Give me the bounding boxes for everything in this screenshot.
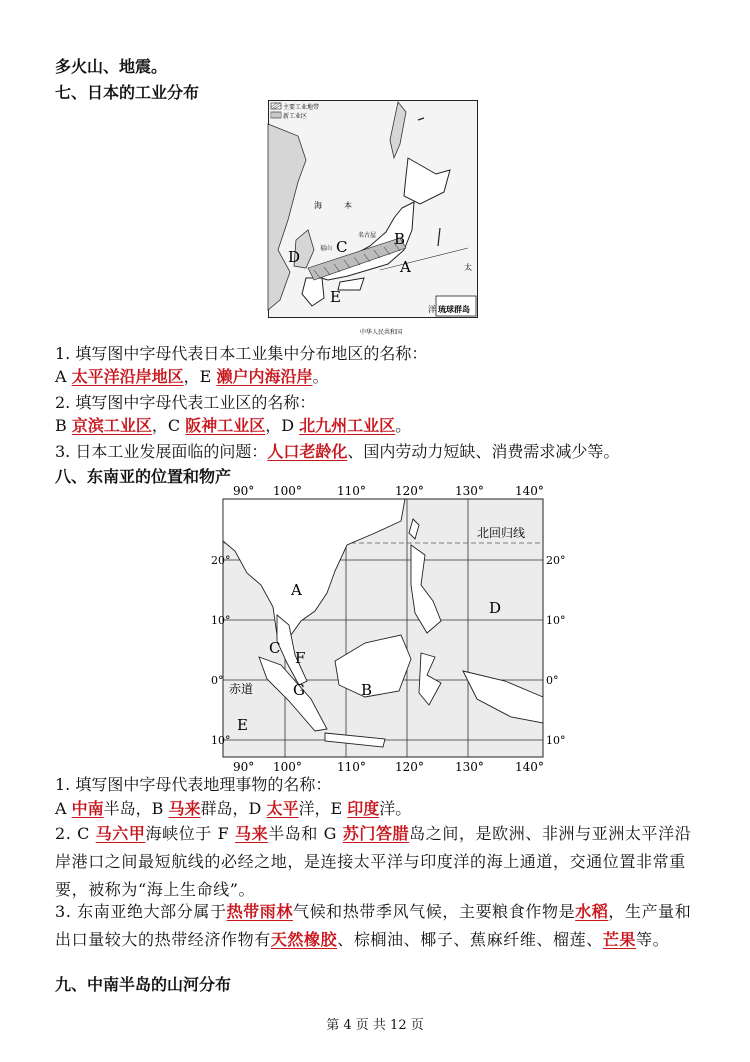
answer-keihin: 京滨工业区 bbox=[71, 416, 152, 435]
sea-label-e: E bbox=[237, 716, 248, 734]
answer-rice: 水稻 bbox=[575, 902, 609, 921]
answer-pacific-coast: 太平洋沿岸地区 bbox=[71, 367, 184, 386]
answer-sumatra: 苏门答腊 bbox=[342, 824, 410, 843]
legend-new-swatch bbox=[271, 112, 281, 118]
ryukyu-label: 琉球群岛 bbox=[438, 304, 470, 314]
lon-label-140: 140° bbox=[515, 484, 544, 498]
s7-q1-answer: A 太平洋沿岸地区，E 濑户内海沿岸。 bbox=[55, 367, 329, 386]
s8-q1-answer: A 中南半岛，B 马来群岛，D 太平洋，E 印度洋。 bbox=[55, 799, 412, 818]
s8-q2: 2. C 马六甲海峡位于 F 马来半岛和 G 苏门答腊岛之间，是欧洲、非洲与亚洲太平洋沿岸港口之间最短航线的必经之地，是连接太平洋与印度洋的海上通道，交通位置非常重要，被称为“海上生命线”。 bbox=[55, 824, 692, 899]
answer-indian: 印度 bbox=[347, 799, 380, 818]
answer-mango: 芒果 bbox=[602, 930, 637, 949]
answer-indochina: 中南 bbox=[71, 799, 104, 818]
japan-label-d: D bbox=[288, 248, 301, 266]
nagoya-label: 名古屋 bbox=[358, 232, 377, 239]
sea-label-g: G bbox=[293, 681, 305, 699]
sea-label: 海 bbox=[314, 201, 322, 210]
section9-title: 九、中南半岛的山河分布 bbox=[55, 975, 232, 994]
s7-q1-text: 1. 填写图中字母代表日本工业集中分布地区的名称： bbox=[55, 344, 428, 363]
sea-label-f: F bbox=[295, 649, 306, 667]
lon-label-100: 100° bbox=[273, 484, 302, 498]
bottom-lon-label-130: 130° bbox=[455, 760, 484, 774]
sea-label-d: D bbox=[489, 599, 502, 617]
s8-q3: 3. 东南亚绝大部分属于热带雨林气候和热带季风气候，主要粮食作物是水稻，生产量和出口量较大的热带经济作物有天然橡胶、棕榈油、椰子、蕉麻纤维、榴莲、芒果等。 bbox=[55, 902, 692, 949]
sea-label-b: B bbox=[361, 681, 373, 699]
fukuyama-label: 福山 bbox=[320, 245, 333, 252]
bottom-lon-label-120: 120° bbox=[395, 760, 424, 774]
section8-title: 八、东南亚的位置和物产 bbox=[55, 467, 232, 486]
s8-q1-text: 1. 填写图中字母代表地理事物的名称： bbox=[55, 775, 332, 794]
s7-q2-answer: B 京滨工业区，C 阪神工业区，D 北九州工业区。 bbox=[55, 416, 412, 435]
tai-label: 太 bbox=[464, 263, 472, 272]
sea-label-c: C bbox=[269, 639, 281, 657]
lon-label-90: 90° bbox=[233, 484, 255, 498]
bottom-lon-label-140: 140° bbox=[515, 760, 544, 774]
lon-label-120: 120° bbox=[395, 484, 424, 498]
right-lat-label-20n: 20° bbox=[546, 554, 566, 567]
lat-label-10n: 10° bbox=[211, 614, 231, 627]
answer-pacific: 太平 bbox=[266, 799, 299, 818]
yang-label: 洋 bbox=[428, 305, 436, 314]
answer-aging-population: 人口老龄化 bbox=[267, 442, 348, 461]
lat-label-10s: 10° bbox=[211, 734, 231, 747]
lat-label-20n: 20° bbox=[211, 554, 231, 567]
equator-label: 赤道 bbox=[229, 682, 254, 696]
legend-new-label: 新工业区 bbox=[283, 113, 308, 120]
page-footer: 第 4 页 共 12 页 bbox=[326, 1018, 424, 1033]
bottom-lon-label-100: 100° bbox=[273, 760, 302, 774]
answer-seto-inland-sea: 濑户内海沿岸 bbox=[216, 367, 313, 386]
japan-label-c: C bbox=[336, 238, 348, 256]
right-lat-label-10s: 10° bbox=[546, 734, 566, 747]
answer-kitakyushu: 北九州工业区 bbox=[299, 416, 396, 435]
bottom-lon-label-110: 110° bbox=[337, 760, 366, 774]
right-lat-label-0: 0° bbox=[546, 674, 559, 687]
lat-label-0: 0° bbox=[211, 674, 224, 687]
s7-q2-text: 2. 填写图中字母代表工业区的名称： bbox=[55, 393, 316, 412]
japan-label-a: A bbox=[400, 258, 411, 276]
answer-malay: 马来 bbox=[168, 799, 201, 818]
answer-rubber: 天然橡胶 bbox=[270, 930, 338, 949]
s7-q3: 3. 日本工业发展面临的问题：人口老龄化、国内劳动力短缺、消费需求减少等。 bbox=[55, 442, 620, 461]
answer-malay-peninsula: 马来 bbox=[234, 824, 269, 843]
japan-label-e: E bbox=[330, 288, 341, 306]
sea-label-a: A bbox=[291, 581, 302, 599]
japan-label-b: B bbox=[394, 230, 406, 248]
answer-malacca: 马六甲 bbox=[95, 824, 146, 843]
lon-label-110: 110° bbox=[337, 484, 366, 498]
map-caption: 中华人民共和国 bbox=[360, 329, 403, 336]
bottom-lon-label-90: 90° bbox=[233, 760, 255, 774]
section7-title: 七、日本的工业分布 bbox=[55, 83, 200, 102]
answer-hanshin: 阪神工业区 bbox=[185, 416, 266, 435]
answer-rainforest: 热带雨林 bbox=[226, 902, 293, 921]
ben-label: 本 bbox=[344, 201, 352, 210]
japan-industry-map bbox=[268, 100, 478, 340]
intro-tail-text: 多火山、地震。 bbox=[55, 57, 168, 76]
legend-main-label: 主要工业地带 bbox=[283, 104, 320, 111]
tropic-label: 北回归线 bbox=[477, 526, 526, 540]
right-lat-label-10n: 10° bbox=[546, 614, 566, 627]
southeast-asia-map bbox=[211, 484, 566, 775]
lon-label-130: 130° bbox=[455, 484, 484, 498]
